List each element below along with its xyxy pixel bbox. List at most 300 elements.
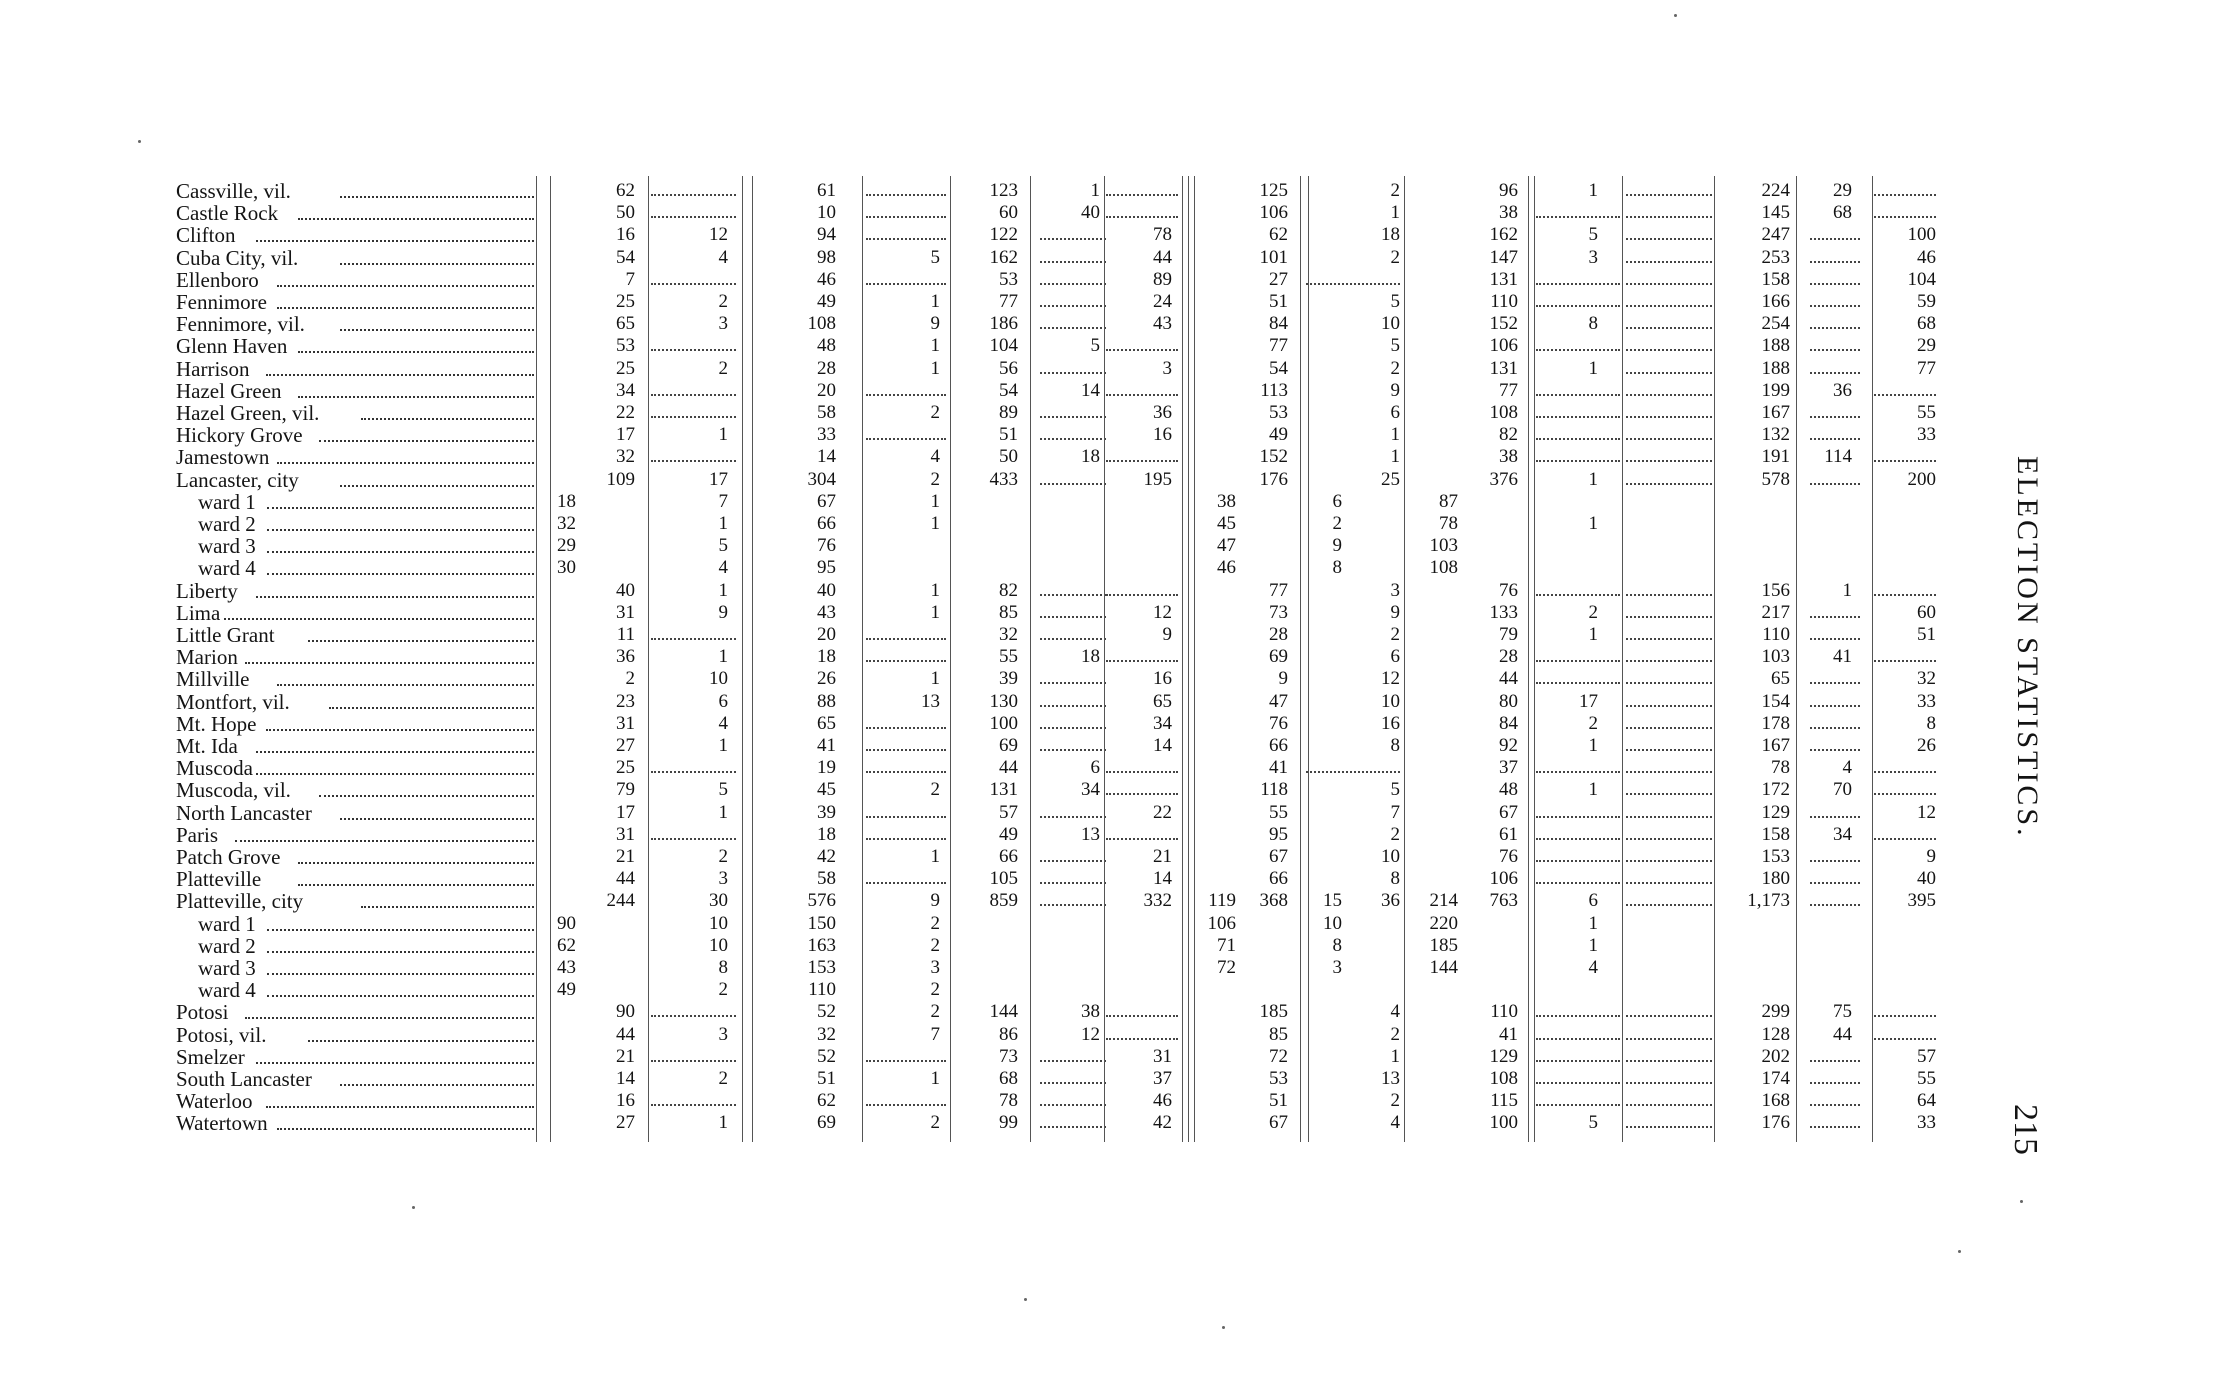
vote-cell: 62 bbox=[1269, 224, 1288, 246]
vote-cell: 106 bbox=[1259, 202, 1288, 224]
vote-cell: 2 bbox=[1390, 1023, 1400, 1045]
empty-cell-dots bbox=[866, 882, 946, 884]
row-name: Platteville bbox=[176, 867, 262, 892]
empty-cell-dots bbox=[1106, 793, 1178, 795]
empty-cell-dots bbox=[1040, 483, 1106, 485]
vote-cell: 21 bbox=[616, 1045, 635, 1067]
empty-cell-dots bbox=[1626, 816, 1712, 818]
vote-cell: 5 bbox=[718, 535, 728, 557]
vote-cell: 13 bbox=[921, 690, 940, 712]
vote-cell: 5 bbox=[930, 246, 940, 268]
vote-cell: 27 bbox=[616, 1112, 635, 1134]
empty-cell-dots bbox=[866, 749, 946, 751]
row-name: Marion bbox=[176, 645, 238, 670]
vote-cell: 1 bbox=[1588, 357, 1598, 379]
empty-cell-dots bbox=[1106, 349, 1178, 351]
vote-cell: 2 bbox=[1588, 601, 1598, 623]
vote-cell: 23 bbox=[616, 690, 635, 712]
vote-cell: 2 bbox=[718, 846, 728, 867]
empty-cell-dots bbox=[1536, 594, 1620, 596]
column-rule bbox=[1308, 176, 1309, 1142]
vote-cell: 576 bbox=[807, 890, 836, 912]
column-rule bbox=[1104, 176, 1105, 1142]
vote-cell: 108 bbox=[1429, 557, 1458, 579]
empty-cell-dots bbox=[1040, 860, 1106, 862]
vote-cell: 49 bbox=[1269, 424, 1288, 446]
vote-cell: 10 bbox=[1323, 912, 1342, 934]
vote-cell: 2 bbox=[1390, 1090, 1400, 1112]
empty-cell-dots bbox=[1626, 1104, 1712, 1106]
column-rule bbox=[1622, 176, 1623, 1142]
vote-cell: 9 bbox=[930, 313, 940, 335]
vote-cell: 6 bbox=[1390, 402, 1400, 423]
vote-cell: 16 bbox=[1153, 424, 1172, 446]
empty-cell-dots bbox=[1810, 1060, 1860, 1062]
vote-cell: 185 bbox=[1259, 1001, 1288, 1023]
vote-cell: 5 bbox=[1588, 1112, 1598, 1134]
vote-cell: 66 bbox=[1269, 735, 1288, 756]
vote-cell: 49 bbox=[557, 979, 576, 1001]
empty-cell-dots bbox=[1626, 238, 1712, 240]
row-name: Cassville, vil. bbox=[176, 179, 291, 203]
vote-cell: 12 bbox=[1081, 1023, 1100, 1045]
vote-cell: 195 bbox=[1143, 468, 1172, 490]
row-leader-dots bbox=[267, 995, 534, 997]
empty-cell-dots bbox=[1626, 327, 1712, 329]
vote-cell: 28 bbox=[817, 357, 836, 379]
column-rule bbox=[1030, 176, 1031, 1142]
vote-cell: 100 bbox=[989, 712, 1018, 734]
vote-cell: 18 bbox=[817, 646, 836, 668]
vote-cell: 51 bbox=[1269, 291, 1288, 312]
empty-cell-dots bbox=[1040, 372, 1106, 374]
vote-cell: 84 bbox=[1499, 712, 1518, 734]
vote-cell: 25 bbox=[1381, 468, 1400, 490]
vote-cell: 115 bbox=[1490, 1090, 1518, 1112]
vote-cell: 29 bbox=[1833, 180, 1852, 201]
vote-cell: 176 bbox=[1259, 468, 1288, 490]
row-name: Muscoda, vil. bbox=[176, 778, 291, 803]
empty-cell-dots bbox=[1040, 238, 1106, 240]
row-leader-dots bbox=[340, 196, 535, 198]
vote-cell: 299 bbox=[1761, 1001, 1790, 1023]
vote-cell: 60 bbox=[1917, 601, 1936, 623]
row-name: Jamestown bbox=[176, 445, 270, 470]
vote-cell: 37 bbox=[1153, 1068, 1172, 1089]
empty-cell-dots bbox=[1626, 838, 1712, 840]
vote-cell: 55 bbox=[999, 646, 1018, 668]
vote-cell: 1 bbox=[1588, 180, 1598, 201]
empty-cell-dots bbox=[1626, 705, 1712, 707]
vote-cell: 98 bbox=[817, 246, 836, 268]
column-rule bbox=[752, 176, 753, 1142]
row-leader-dots bbox=[340, 329, 535, 331]
vote-cell: 9 bbox=[1278, 668, 1288, 690]
vote-cell: 33 bbox=[1917, 690, 1936, 712]
empty-cell-dots bbox=[1810, 816, 1860, 818]
vote-cell: 69 bbox=[817, 1112, 836, 1134]
vote-cell: 244 bbox=[606, 890, 635, 912]
column-rule bbox=[1872, 176, 1873, 1142]
vote-cell: 1 bbox=[930, 335, 940, 357]
vote-cell: 41 bbox=[1833, 646, 1852, 668]
vote-cell: 77 bbox=[1269, 335, 1288, 357]
empty-cell-dots bbox=[1106, 594, 1178, 596]
vote-cell: 49 bbox=[817, 291, 836, 312]
empty-cell-dots bbox=[866, 283, 946, 285]
empty-cell-dots bbox=[1536, 349, 1620, 351]
vote-cell: 87 bbox=[1439, 490, 1458, 512]
vote-cell: 94 bbox=[817, 224, 836, 246]
row-leader-dots bbox=[298, 862, 535, 864]
vote-cell: 131 bbox=[1489, 357, 1518, 379]
vote-cell: 1 bbox=[930, 513, 940, 534]
vote-cell: 55 bbox=[1269, 801, 1288, 823]
vote-cell: 188 bbox=[1761, 335, 1790, 357]
empty-cell-dots bbox=[1536, 838, 1620, 840]
vote-cell: 174 bbox=[1761, 1068, 1790, 1089]
vote-cell: 45 bbox=[1217, 513, 1236, 534]
vote-cell: 147 bbox=[1489, 246, 1518, 268]
vote-cell: 39 bbox=[817, 801, 836, 823]
row-name: Hazel Green, vil. bbox=[176, 401, 320, 425]
empty-cell-dots bbox=[1536, 882, 1620, 884]
empty-cell-dots bbox=[1626, 460, 1712, 462]
empty-cell-dots bbox=[1626, 1082, 1712, 1084]
vote-cell: 16 bbox=[1153, 668, 1172, 690]
vote-cell: 1 bbox=[1390, 1045, 1400, 1067]
row-name: Waterloo bbox=[176, 1089, 253, 1114]
vote-cell: 54 bbox=[616, 246, 635, 268]
vote-cell: 9 bbox=[1390, 601, 1400, 623]
empty-cell-dots bbox=[1626, 416, 1712, 418]
vote-cell: 186 bbox=[989, 313, 1018, 335]
row-leader-dots bbox=[266, 729, 534, 731]
vote-cell: 8 bbox=[1926, 712, 1936, 734]
vote-cell: 79 bbox=[616, 779, 635, 801]
empty-cell-dots bbox=[866, 394, 946, 396]
vote-cell: 1 bbox=[1390, 446, 1400, 468]
vote-cell: 2 bbox=[930, 779, 940, 801]
vote-cell: 65 bbox=[1153, 690, 1172, 712]
vote-cell: 43 bbox=[557, 957, 576, 978]
empty-cell-dots bbox=[1536, 283, 1620, 285]
vote-cell: 158 bbox=[1761, 823, 1790, 845]
empty-cell-dots bbox=[1536, 460, 1620, 462]
vote-cell: 10 bbox=[817, 202, 836, 224]
row-name: Cuba City, vil. bbox=[176, 245, 299, 270]
row-name: ward 2 bbox=[198, 933, 256, 958]
vote-cell: 119 bbox=[1208, 890, 1236, 912]
vote-cell: 5 bbox=[1390, 291, 1400, 312]
vote-cell: 33 bbox=[1917, 424, 1936, 446]
vote-cell: 110 bbox=[1490, 291, 1518, 312]
vote-cell: 72 bbox=[1269, 1045, 1288, 1067]
empty-cell-dots bbox=[1874, 194, 1936, 196]
vote-cell: 53 bbox=[1269, 1068, 1288, 1089]
vote-cell: 48 bbox=[1499, 779, 1518, 801]
vote-cell: 253 bbox=[1761, 246, 1790, 268]
vote-cell: 1 bbox=[1588, 513, 1598, 534]
vote-cell: 44 bbox=[616, 1023, 635, 1045]
empty-cell-dots bbox=[1810, 882, 1860, 884]
row-leader-dots bbox=[340, 1084, 535, 1086]
row-leader-dots bbox=[266, 374, 534, 376]
vote-cell: 69 bbox=[1269, 646, 1288, 668]
vote-cell: 76 bbox=[817, 535, 836, 557]
vote-cell: 78 bbox=[999, 1090, 1018, 1112]
row-leader-dots bbox=[245, 1017, 534, 1019]
vote-cell: 129 bbox=[1489, 1045, 1518, 1067]
row-leader-dots bbox=[256, 751, 535, 753]
vote-cell: 110 bbox=[1762, 624, 1790, 645]
vote-cell: 2 bbox=[930, 1112, 940, 1134]
empty-cell-dots bbox=[1626, 594, 1712, 596]
vote-cell: 304 bbox=[807, 468, 836, 490]
vote-cell: 1 bbox=[1588, 468, 1598, 490]
vote-cell: 10 bbox=[709, 912, 728, 934]
vote-cell: 104 bbox=[1907, 268, 1936, 290]
vote-cell: 67 bbox=[817, 490, 836, 512]
vote-cell: 19 bbox=[817, 757, 836, 779]
vote-cell: 78 bbox=[1771, 757, 1790, 779]
vote-cell: 39 bbox=[999, 668, 1018, 690]
empty-cell-dots bbox=[1810, 483, 1860, 485]
vote-cell: 156 bbox=[1761, 579, 1790, 601]
vote-cell: 37 bbox=[1499, 757, 1518, 779]
vote-cell: 125 bbox=[1259, 180, 1288, 201]
vote-cell: 100 bbox=[1907, 224, 1936, 246]
empty-cell-dots bbox=[1106, 194, 1178, 196]
vote-cell: 217 bbox=[1761, 601, 1790, 623]
empty-cell-dots bbox=[1874, 460, 1936, 462]
column-rule bbox=[1534, 176, 1535, 1142]
vote-cell: 96 bbox=[1499, 180, 1518, 201]
row-leader-dots bbox=[277, 462, 535, 464]
vote-cell: 1 bbox=[718, 1112, 728, 1134]
vote-cell: 185 bbox=[1429, 934, 1458, 956]
vote-cell: 71 bbox=[1217, 934, 1236, 956]
vote-cell: 40 bbox=[1917, 868, 1936, 890]
vote-cell: 199 bbox=[1761, 379, 1790, 401]
vote-cell: 113 bbox=[1260, 379, 1288, 401]
row-leader-dots bbox=[298, 396, 535, 398]
empty-cell-dots bbox=[1040, 1104, 1106, 1106]
vote-cell: 67 bbox=[1269, 846, 1288, 867]
row-leader-dots bbox=[266, 1106, 534, 1108]
row-name: Mt. Ida bbox=[176, 734, 238, 758]
row-name: Montfort, vil. bbox=[176, 689, 290, 714]
vote-cell: 36 bbox=[1153, 402, 1172, 423]
vote-cell: 2 bbox=[718, 1068, 728, 1089]
vote-cell: 53 bbox=[1269, 402, 1288, 423]
row-name: Paris bbox=[176, 822, 218, 847]
vote-cell: 30 bbox=[557, 557, 576, 579]
vote-cell: 12 bbox=[1381, 668, 1400, 690]
vote-cell: 14 bbox=[817, 446, 836, 468]
row-leader-dots bbox=[340, 263, 535, 265]
row-leader-dots bbox=[235, 840, 535, 842]
empty-cell-dots bbox=[866, 727, 946, 729]
vote-cell: 77 bbox=[999, 291, 1018, 312]
empty-cell-dots bbox=[1040, 1082, 1106, 1084]
vote-cell: 51 bbox=[999, 424, 1018, 446]
empty-cell-dots bbox=[651, 771, 736, 773]
row-leader-dots bbox=[256, 596, 535, 598]
vote-cell: 38 bbox=[1081, 1001, 1100, 1023]
vote-cell: 5 bbox=[1390, 335, 1400, 357]
empty-cell-dots bbox=[1810, 638, 1860, 640]
empty-cell-dots bbox=[1874, 793, 1936, 795]
empty-cell-dots bbox=[1810, 749, 1860, 751]
vote-cell: 42 bbox=[1153, 1112, 1172, 1134]
vote-cell: 4 bbox=[718, 557, 728, 579]
row-name: Muscoda bbox=[176, 756, 253, 781]
vote-cell: 57 bbox=[999, 801, 1018, 823]
empty-cell-dots bbox=[1106, 216, 1178, 218]
column-rule bbox=[862, 176, 863, 1142]
empty-cell-dots bbox=[1106, 460, 1178, 462]
vote-cell: 61 bbox=[1499, 823, 1518, 845]
empty-cell-dots bbox=[651, 349, 736, 351]
vote-cell: 1 bbox=[1842, 579, 1852, 601]
vote-cell: 8 bbox=[1332, 934, 1342, 956]
empty-cell-dots bbox=[651, 638, 736, 640]
vote-cell: 103 bbox=[1761, 646, 1790, 668]
vote-cell: 36 bbox=[1381, 890, 1400, 912]
vote-cell: 68 bbox=[999, 1068, 1018, 1089]
vote-cell: 2 bbox=[1390, 180, 1400, 201]
vote-cell: 46 bbox=[1217, 557, 1236, 579]
empty-cell-dots bbox=[1040, 816, 1106, 818]
vote-cell: 44 bbox=[999, 757, 1018, 779]
vote-cell: 108 bbox=[1489, 402, 1518, 423]
row-leader-dots bbox=[361, 418, 535, 420]
column-rule bbox=[1188, 176, 1189, 1142]
vote-cell: 76 bbox=[1499, 579, 1518, 601]
vote-cell: 9 bbox=[1390, 379, 1400, 401]
vote-cell: 50 bbox=[616, 202, 635, 224]
vote-cell: 7 bbox=[930, 1023, 940, 1045]
row-name: ward 3 bbox=[198, 534, 256, 559]
vote-cell: 27 bbox=[1269, 268, 1288, 290]
empty-cell-dots bbox=[1106, 838, 1178, 840]
vote-cell: 65 bbox=[616, 313, 635, 335]
vote-cell: 2 bbox=[930, 1001, 940, 1023]
vote-cell: 130 bbox=[989, 690, 1018, 712]
empty-cell-dots bbox=[1536, 682, 1620, 684]
empty-cell-dots bbox=[1626, 1038, 1712, 1040]
vote-cell: 1 bbox=[718, 801, 728, 823]
empty-cell-dots bbox=[1536, 1015, 1620, 1017]
running-title: ELECTION STATISTICS. bbox=[2011, 456, 2044, 839]
empty-cell-dots bbox=[1040, 1126, 1106, 1128]
vote-cell: 77 bbox=[1499, 379, 1518, 401]
row-name: Castle Rock bbox=[176, 201, 279, 226]
vote-cell: 224 bbox=[1761, 180, 1790, 201]
row-leader-dots bbox=[298, 884, 535, 886]
vote-cell: 144 bbox=[989, 1001, 1018, 1023]
vote-cell: 68 bbox=[1833, 202, 1852, 224]
vote-cell: 1 bbox=[718, 424, 728, 446]
empty-cell-dots bbox=[1040, 638, 1106, 640]
vote-cell: 9 bbox=[718, 601, 728, 623]
empty-cell-dots bbox=[1040, 705, 1106, 707]
vote-cell: 167 bbox=[1761, 735, 1790, 756]
vote-cell: 51 bbox=[817, 1068, 836, 1089]
vote-cell: 18 bbox=[557, 490, 576, 512]
vote-cell: 16 bbox=[1381, 712, 1400, 734]
vote-cell: 150 bbox=[807, 912, 836, 934]
empty-cell-dots bbox=[1874, 1015, 1936, 1017]
vote-cell: 3 bbox=[718, 868, 728, 890]
vote-cell: 38 bbox=[1499, 202, 1518, 224]
vote-cell: 40 bbox=[817, 579, 836, 601]
row-leader-dots bbox=[267, 529, 534, 531]
vote-cell: 13 bbox=[1081, 823, 1100, 845]
vote-cell: 24 bbox=[1153, 291, 1172, 312]
vote-cell: 103 bbox=[1429, 535, 1458, 557]
vote-cell: 29 bbox=[557, 535, 576, 557]
vote-cell: 859 bbox=[989, 890, 1018, 912]
vote-cell: 14 bbox=[616, 1068, 635, 1089]
vote-cell: 168 bbox=[1761, 1090, 1790, 1112]
vote-cell: 95 bbox=[1269, 823, 1288, 845]
vote-cell: 5 bbox=[1588, 224, 1598, 246]
row-leader-dots bbox=[267, 573, 534, 575]
vote-cell: 200 bbox=[1907, 468, 1936, 490]
empty-cell-dots bbox=[1626, 616, 1712, 618]
vote-cell: 30 bbox=[709, 890, 728, 912]
empty-cell-dots bbox=[1040, 261, 1106, 263]
vote-cell: 32 bbox=[616, 446, 635, 468]
vote-cell: 1 bbox=[1588, 624, 1598, 645]
vote-cell: 108 bbox=[807, 313, 836, 335]
vote-cell: 8 bbox=[1390, 735, 1400, 756]
row-leader-dots bbox=[340, 485, 535, 487]
vote-cell: 58 bbox=[817, 402, 836, 423]
empty-cell-dots bbox=[1626, 638, 1712, 640]
vote-cell: 79 bbox=[1499, 624, 1518, 645]
empty-cell-dots bbox=[1040, 882, 1106, 884]
vote-cell: 10 bbox=[1381, 313, 1400, 335]
vote-cell: 65 bbox=[817, 712, 836, 734]
vote-cell: 368 bbox=[1259, 890, 1288, 912]
vote-cell: 118 bbox=[1260, 779, 1288, 801]
vote-cell: 12 bbox=[1917, 801, 1936, 823]
vote-cell: 10 bbox=[709, 934, 728, 956]
empty-cell-dots bbox=[1810, 1104, 1860, 1106]
vote-cell: 2 bbox=[625, 668, 635, 690]
row-name: Clifton bbox=[176, 223, 236, 248]
empty-cell-dots bbox=[1106, 1038, 1178, 1040]
vote-cell: 41 bbox=[1269, 757, 1288, 779]
vote-cell: 167 bbox=[1761, 402, 1790, 423]
scan-speck bbox=[1222, 1326, 1225, 1329]
vote-cell: 1 bbox=[930, 357, 940, 379]
vote-cell: 45 bbox=[817, 779, 836, 801]
empty-cell-dots bbox=[1626, 216, 1712, 218]
row-leader-dots bbox=[308, 640, 534, 642]
vote-cell: 28 bbox=[1499, 646, 1518, 668]
vote-cell: 14 bbox=[1153, 868, 1172, 890]
row-leader-dots bbox=[267, 929, 534, 931]
empty-cell-dots bbox=[1626, 749, 1712, 751]
vote-cell: 153 bbox=[807, 957, 836, 978]
vote-cell: 2 bbox=[1332, 513, 1342, 534]
vote-cell: 54 bbox=[999, 379, 1018, 401]
empty-cell-dots bbox=[1810, 705, 1860, 707]
